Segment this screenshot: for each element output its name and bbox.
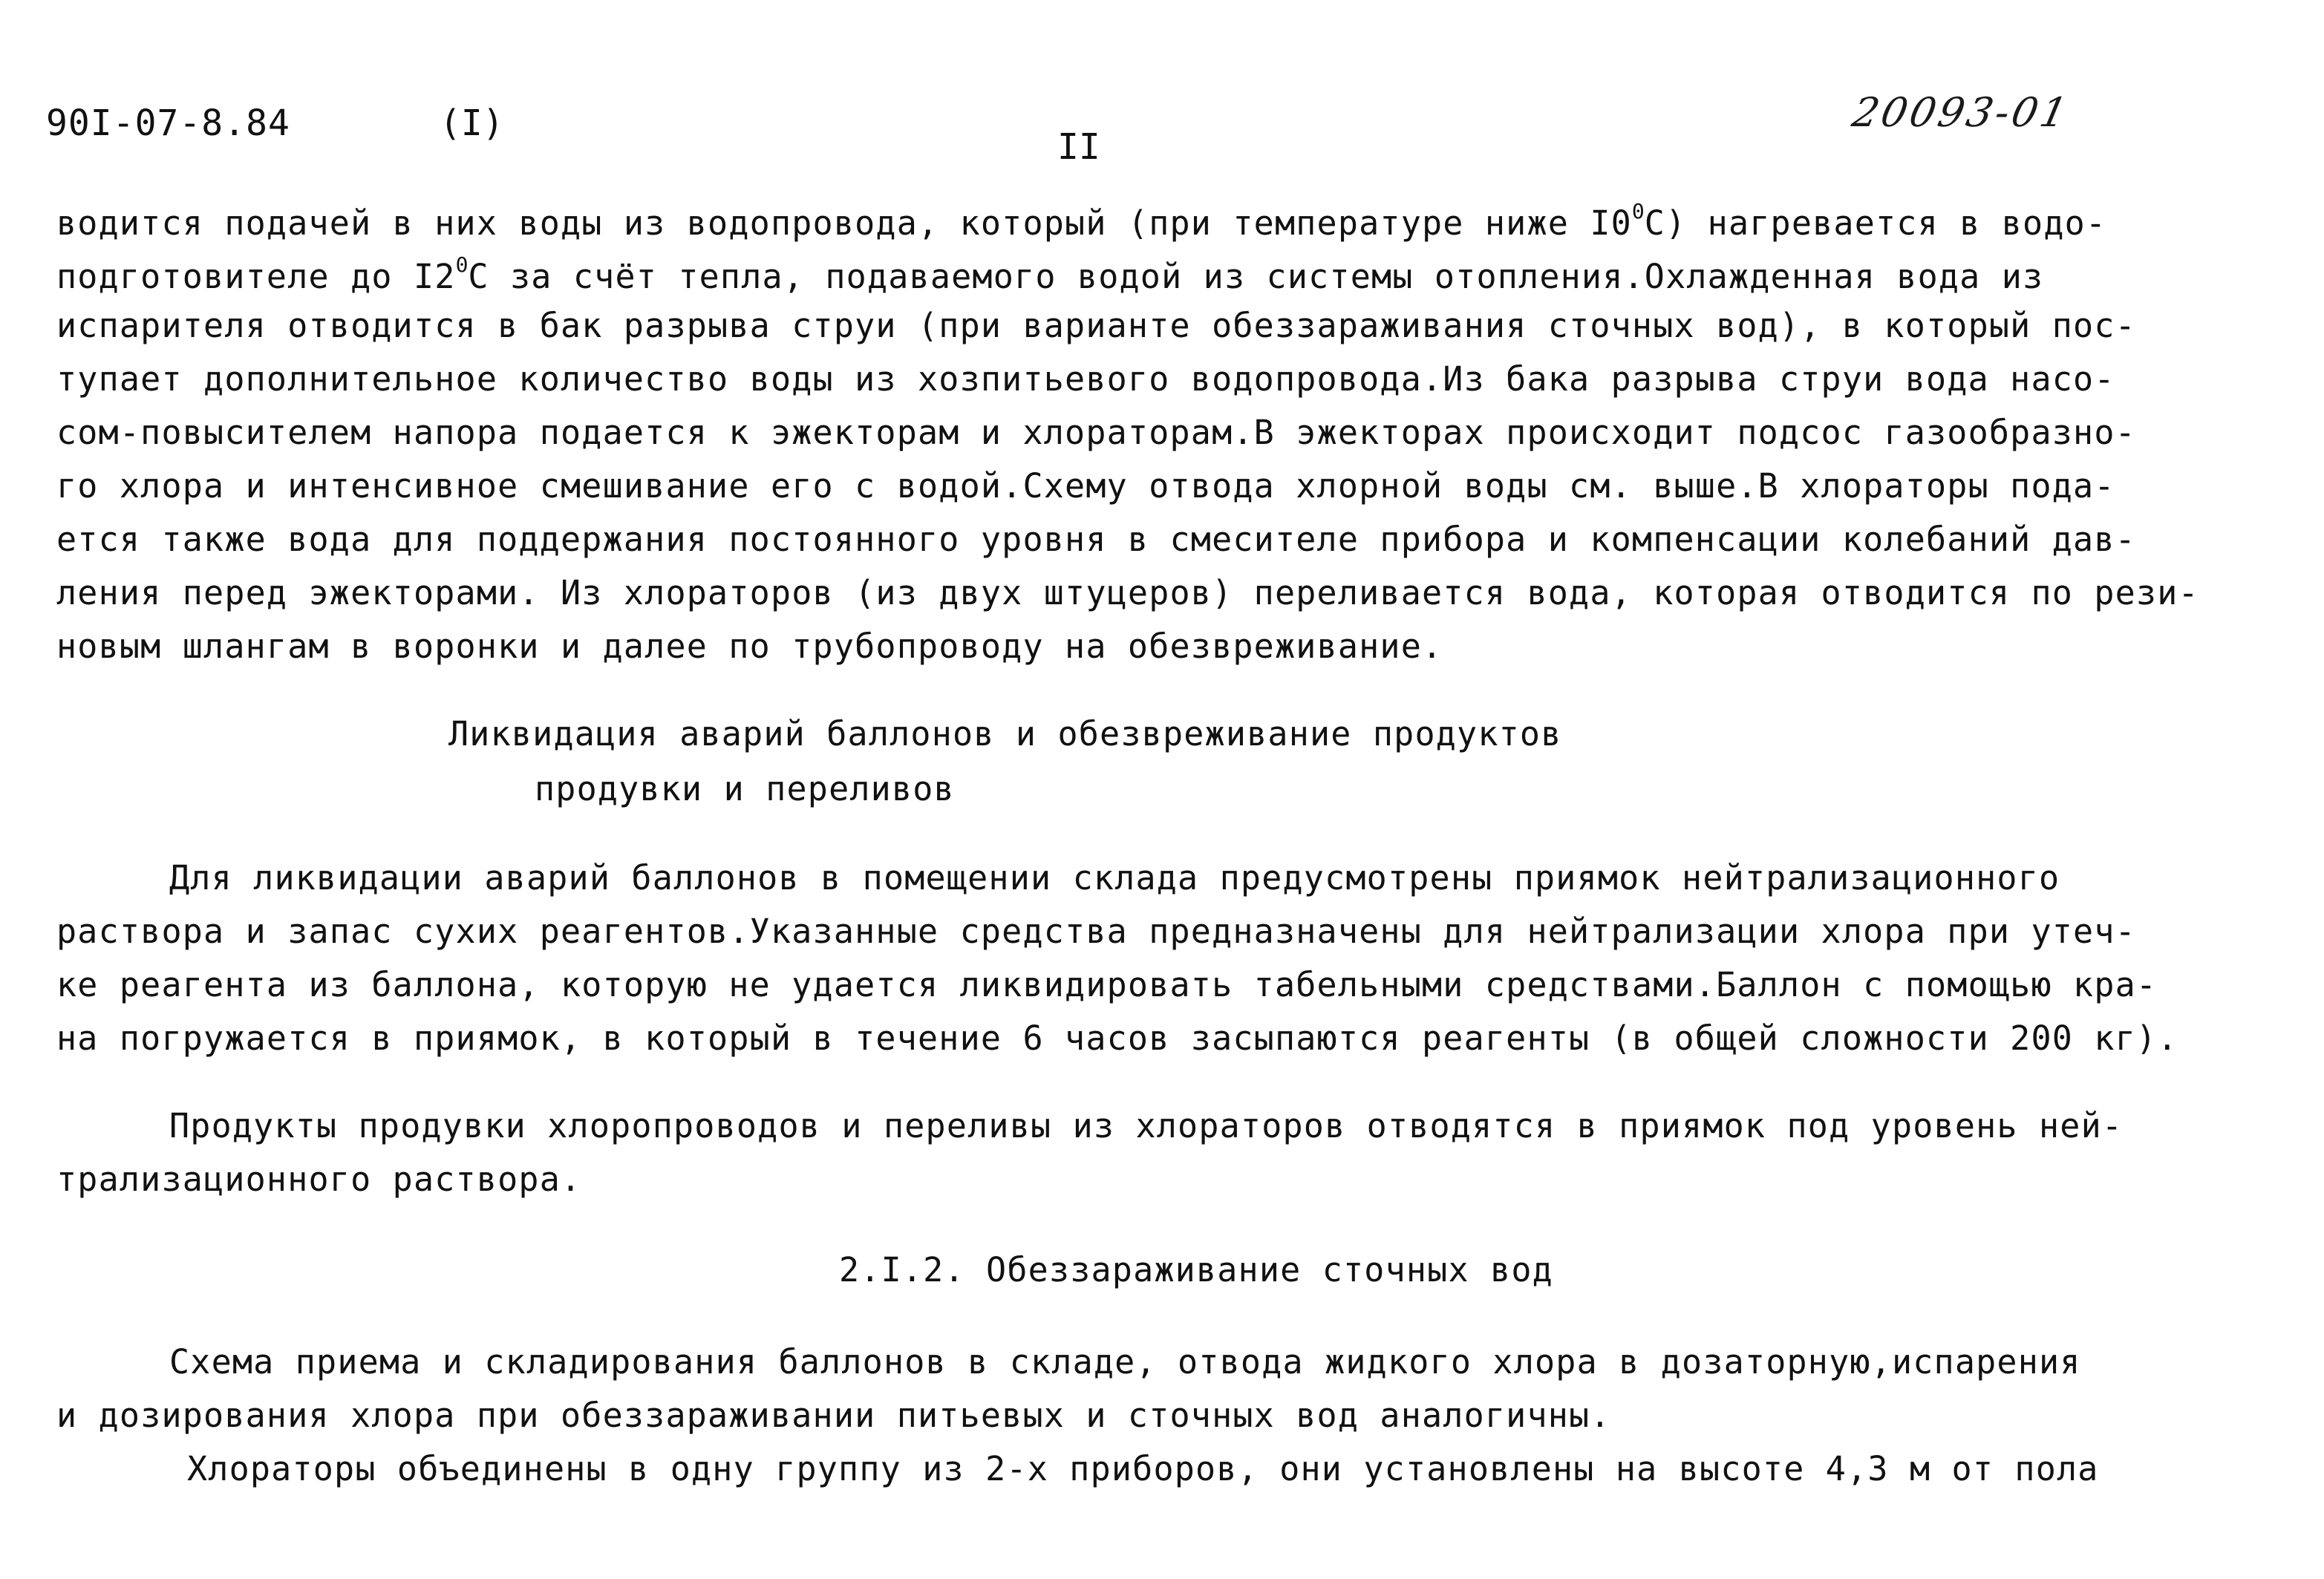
document-code: 90I-07-8.84	[46, 102, 290, 144]
paragraph-line: раствора и запас сухих реагентов.Указанные средства предназначены для нейтрализации хлора при утеч-	[56, 912, 2136, 951]
paragraph-line: ется также вода для поддержания постоянного уровня в смесителе прибора и компенсации колебаний дав-	[56, 520, 2136, 559]
paragraph-line: Хлораторы объединены в одну группу из 2-х приборов, они установлены на высоте 4,3 м от пола	[187, 1449, 2099, 1488]
paragraph-line: Для ликвидации аварий баллонов в помещении склада предусмотрены приямок нейтрализационного	[169, 858, 2060, 898]
paragraph-line: сом-повысителем напора подается к эжекторам и хлораторам.В эжекторах происходит подсос газообразно-	[56, 413, 2136, 452]
paragraph-line: ления перед эжекторами. Из хлораторов (из двух штуцеров) переливается вода, которая отводится по рези-	[56, 573, 2199, 612]
paragraph-line: и дозирования хлора при обеззараживании питьевых и сточных вод аналогичны.	[56, 1396, 1611, 1435]
text-run: подготовителе до I2	[56, 257, 456, 296]
degree-superscript: 0	[1631, 199, 1645, 223]
paragraph-line	[56, 199, 2106, 243]
paragraph-line: Продукты продувки хлоропроводов и переливы из хлораторов отводятся в приямок под уровень ней-	[169, 1106, 2124, 1145]
section-heading: продувки и переливов	[535, 769, 955, 808]
page-number: II	[1057, 126, 1100, 168]
text-run: водится подачей в них воды из водопровода, который (при температуре ниже I0	[56, 203, 1632, 243]
text-run: С) нагревается в водо-	[1644, 203, 2107, 243]
paragraph-line: новым шлангам в воронки и далее по трубопроводу на обезвреживание.	[56, 627, 1443, 666]
text-run: С за счёт тепла, подаваемого водой из системы отопления.Охлажденная вода из	[468, 257, 2044, 296]
paragraph-line: го хлора и интенсивное смешивание его с водой.Схему отвода хлорной воды см. выше.В хлораторы пода-	[56, 466, 2115, 506]
paragraph-line: ке реагента из баллона, которую не удается ликвидировать табельными средствами.Баллон с помощью кра-	[56, 965, 2158, 1004]
paragraph-line: трализационного раствора.	[56, 1160, 582, 1199]
degree-superscript: 0	[455, 252, 469, 277]
paragraph-line: на погружается в приямок, в который в течение 6 часов засыпаются реагенты (в общей сложности 200 кг).	[56, 1019, 2178, 1058]
handwritten-number: 20093-01	[1848, 89, 2075, 136]
paragraph-line: тупает дополнительное количество воды из хозпитьевого водопровода.Из бака разрыва струи вода насо-	[56, 359, 2115, 399]
document-part: (I)	[440, 102, 504, 144]
section-heading: Ликвидация аварий баллонов и обезвреживание продуктов	[448, 714, 1562, 753]
section-heading: 2.I.2. Обеззараживание сточных вод	[839, 1250, 1553, 1289]
paragraph-line: испарителя отводится в бак разрыва струи (при варианте обеззараживания сточных вод), в который пос-	[56, 306, 2136, 345]
paragraph-line	[56, 252, 2043, 296]
paragraph-line: Схема приема и складирования баллонов в складе, отвода жидкого хлора в дозаторную,испарения	[169, 1342, 2081, 1382]
